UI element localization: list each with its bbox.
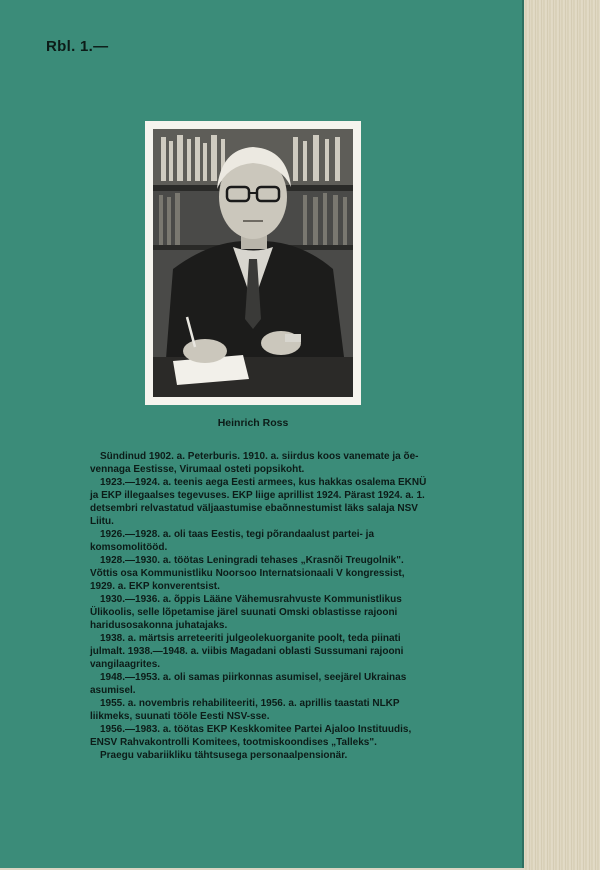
- portrait-frame: [145, 121, 361, 405]
- portrait-caption: Heinrich Ross: [217, 417, 289, 429]
- price-label: Rbl. 1.—: [46, 38, 109, 55]
- bio-paragraph: Praegu vabariikliku tähtsusega personaalpensionär.: [100, 750, 348, 761]
- bio-paragraph: 1956.—1983. a. töötas EKP Keskkomitee Partei Ajaloo Instituudis, ENSV Rahvakontrolli Komitees, tootmiskoondises „Talleks".: [90, 724, 412, 748]
- bio-paragraph: 1926.—1928. a. oli taas Eestis, tegi põrandaalust partei- ja komsomolitööd.: [90, 529, 375, 553]
- bio-paragraph: 1923.—1924. a. teenis aega Eesti armees, kus hakkas osalema EKNÜ ja EKP illegaalses tegevuses. EKP liige aprillist 1924. Pärast 1924. a. 1. detsembri relvastatud väljaastumise ebaõnnestumist läks salaja NSV Liitu.: [90, 477, 427, 527]
- bio-paragraph: 1955. a. novembris rehabiliteeriti, 1956. a. aprillis taastati NLKP liikmeks, suunati tööle Eesti NSV-sse.: [90, 698, 400, 722]
- bio-paragraph: Sündinud 1902. a. Peterburis. 1910. a. siirdus koos vanemate ja õe-vennaga Eestisse, Virumaal osteti popsikoht.: [90, 451, 419, 475]
- biography-text: [90, 450, 430, 762]
- portrait-photo: [153, 129, 353, 397]
- bio-paragraph: 1938. a. märtsis arreteeriti julgeolekuorganite poolt, teda piinati julmalt. 1938.—1948. a. viibis Magadani oblasti Sussumani rajooni vangilaagrites.: [90, 633, 404, 670]
- portrait-image: [153, 129, 353, 397]
- bio-paragraph: 1948.—1953. a. oli samas piirkonnas asumisel, seejärel Ukrainas asumisel.: [90, 672, 407, 696]
- bio-paragraph: 1930.—1936. a. õppis Lääne Vähemusrahvuste Kommunistlikus Ülikoolis, selle lõpetamise järel suunati Omski oblastisse rajooni haridusosakonna juhatajaks.: [90, 594, 402, 631]
- book-spine: [524, 0, 600, 870]
- bio-paragraph: 1928.—1930. a. töötas Leningradi tehases „Krasnõi Treugolnik". Võttis osa Kommunistliku Noorsoo Internatsionaali V kongressist, 1929. a. EKP konverentsist.: [90, 555, 405, 592]
